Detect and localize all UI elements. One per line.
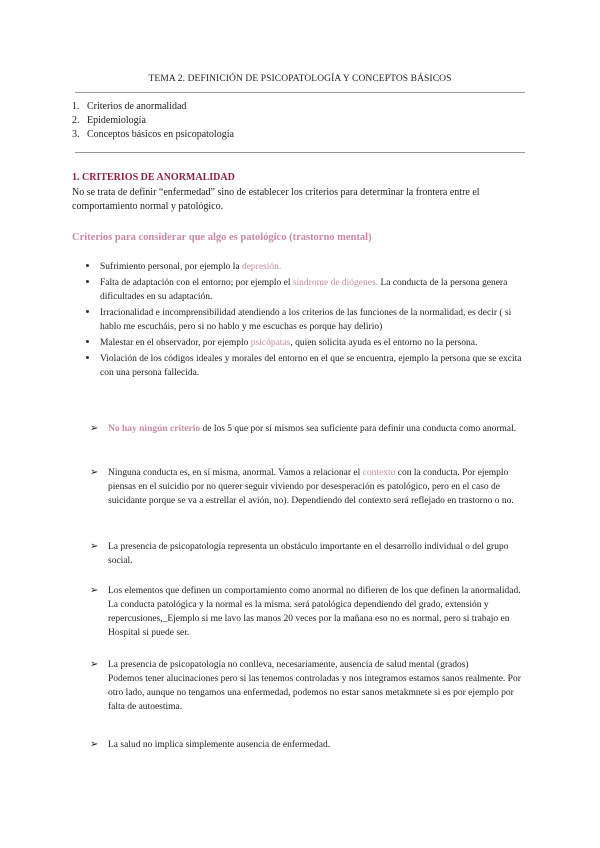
list-item: Falta de adaptación con el entorno; por ejemplo el síndrome de diógenes. La conducta de la persona genera dificultades en su adaptación. — [86, 276, 526, 304]
toc-item: 2. Epidemiología — [72, 115, 146, 126]
criteria-list — [86, 260, 526, 382]
list-item: Violación de los códigos ideales y morales del entorno en el que se encuentra, ejemplo la persona que se excita con una persona fallecida. — [86, 352, 526, 380]
bullet-icon — [86, 356, 89, 359]
arrow-point: ➢ No hay ningún criterio de los 5 que por sí mismos sea suficiente para definir una conducta como anormal. — [90, 423, 517, 434]
subheading: Criterios para considerar que algo es patológico (trastorno mental) — [72, 232, 372, 243]
arrow-icon: ➢ — [90, 467, 99, 478]
divider-top — [75, 92, 525, 93]
list-item: Malestar en el observador, por ejemplo psicópatas, quien solicita ayuda es el entorno no la persona. — [86, 336, 526, 350]
arrow-icon: ➢ — [90, 585, 99, 596]
section-intro: No se trata de definir “enfermedad” sino de establecer los criterios para determinar la frontera entre el comportamiento normal y patológico. — [72, 187, 480, 212]
list-item: Irracionalidad e incomprensibilidad atendiendo a los criterios de las funciones de la normalidad, es decir ( si hablo me escucháis, pero si no hablo y me escuchas es porque hay delirio) — [86, 306, 526, 334]
arrow-point: ➢ La salud no implica simplemente ausencia de enfermedad. — [90, 739, 331, 750]
arrow-icon: ➢ — [90, 423, 99, 434]
section-heading: 1. CRITERIOS DE ANORMALIDAD — [72, 172, 235, 183]
bullet-icon — [86, 310, 89, 313]
divider-bottom — [75, 152, 525, 153]
arrow-icon: ➢ — [90, 659, 99, 670]
arrow-point: ➢ La presencia de psicopatología no conlleva, necesariamente, ausencia de salud mental (grados) Podemos tener alucinaciones pero si las tenemos controladas y nos integramos estamos sanos realmente. Por otro lado, aunque no tengamos una enfermedad, podemos no estar sanos metakmnete si es por ejemplo por falta de autoestima. — [90, 659, 521, 712]
arrow-icon: ➢ — [90, 739, 99, 750]
list-item: Sufrimiento personal, por ejemplo la depresión. — [86, 260, 526, 274]
arrow-point: ➢ Los elementos que definen un comportamiento como anormal no difieren de los que definen la anormalidad. La conducta patológica y la normal es la misma. será patológica dependiendo del grado, extensión y repercusiones,_Ejemplo si me lavo las manos 20 veces por la mañana eso no es normal, pero si trabajo en Hospital si puede ser. — [90, 585, 521, 638]
arrow-icon: ➢ — [90, 541, 99, 552]
bullet-icon — [86, 280, 89, 283]
toc-item: 3. Conceptos básicos en psicopatología — [72, 129, 234, 140]
bullet-icon — [86, 340, 89, 343]
toc-item: 1. Criterios de anormalidad — [72, 101, 187, 112]
table-of-contents — [72, 100, 234, 142]
arrow-point: ➢ Ninguna conducta es, en sí misma, anormal. Vamos a relacionar el contexto con la conducta. Por ejemplo piensas en el suicidio por no querer seguir viviendo por desesperación es patológico, pero en el caso de suicidante porque se va a estrellar el avión, no). Dependiendo del contexto será reflejado en trastorno o no. — [90, 467, 514, 506]
arrow-point: ➢ La presencia de psicopatología representa un obstáculo importante en el desarrollo individual o del grupo social. — [90, 541, 509, 566]
bullet-icon — [86, 264, 89, 267]
document-title: TEMA 2. DEFINICIÓN DE PSICOPATOLOGÍA Y CONCEPTOS BÁSICOS — [148, 74, 452, 84]
